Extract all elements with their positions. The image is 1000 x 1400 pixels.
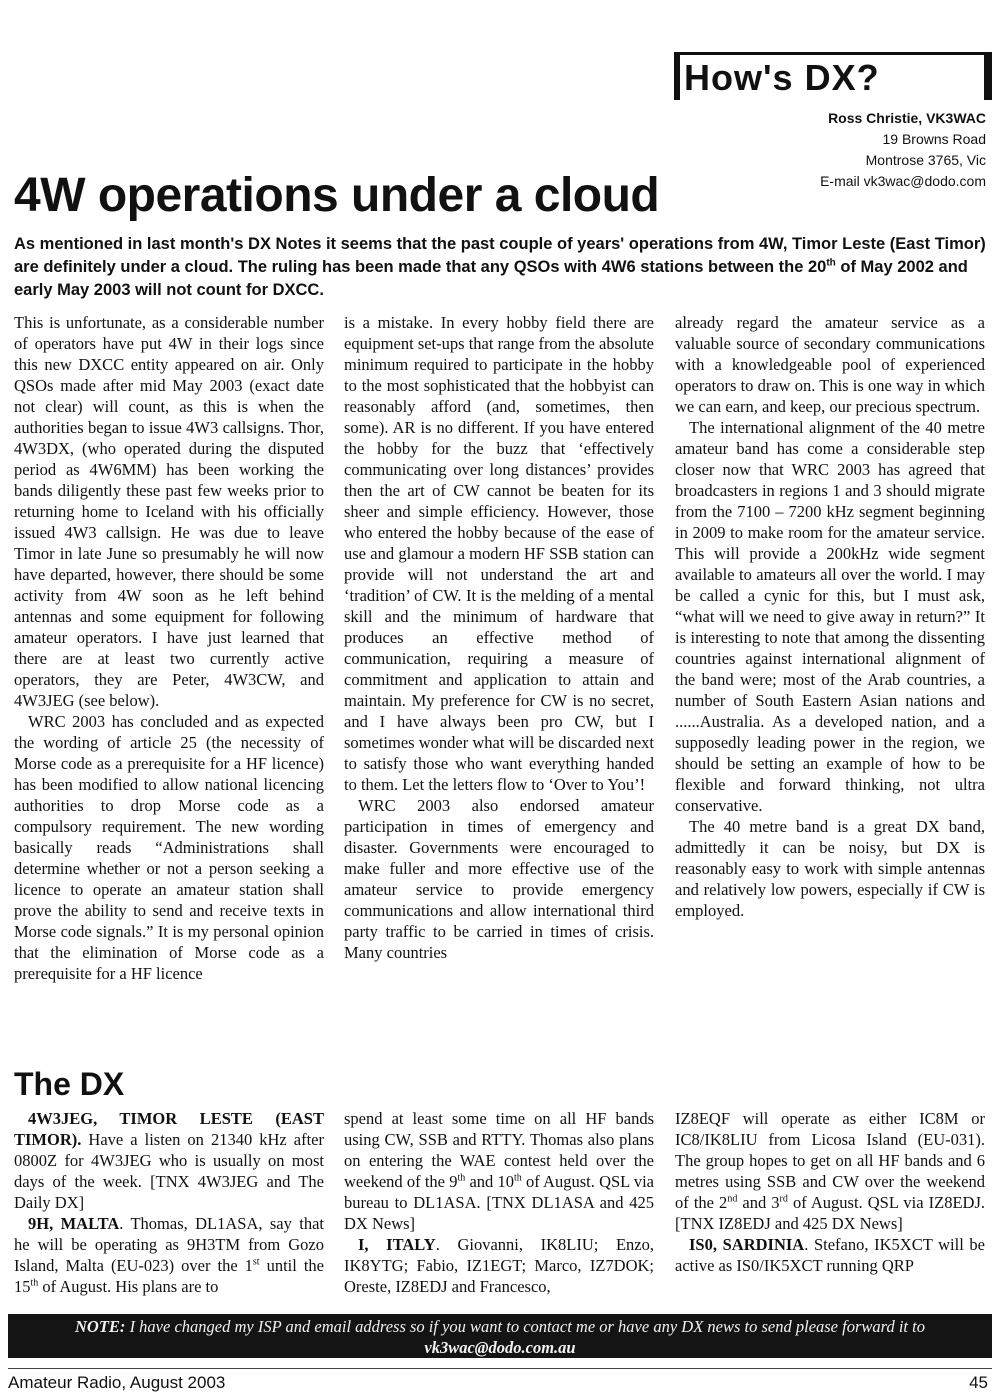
footer-publication: Amateur Radio, August 2003 — [8, 1373, 226, 1392]
footer-rule — [8, 1368, 992, 1369]
author-block — [820, 108, 986, 192]
paragraph: This is unfortunate, as a considerable number of operators have put 4W in their logs since this new DXCC entity appeared on air. Only QSOs made after mid May 2003 (exact date not clear) will count, as this is when the authorities began to issue 4W3 callsigns. Thor, 4W3DX, (who operated during the disputed period as 4W6MM) has been working the bands diligently these past few weeks prior to returning home to Iceland with his officially issued 4W3 callsign. He was due to leave Timor in late June so presumably he will now have departed, however, there should be some activity from 4W soon as he left behind antennas and some equipment for following amateur operators. I have just learned that there are at least two currently active operators, they are Peter, 4W3CW, and 4W3JEG (see below). — [14, 313, 324, 710]
superscript: th — [457, 1172, 466, 1184]
dx-entry-text: of August. QSL via bureau to DL1ASA. [TNX DL1ASA and 425 DX News] — [344, 1172, 654, 1233]
dx-entry-text: of August. His plans are to — [38, 1277, 219, 1296]
note-text: I have changed my ISP and email address so if you want to contact me or have any DX news to send please forward it to — [125, 1317, 925, 1336]
dx-entry-text: IZ8EQF will operate as either IC8M or IC8/IK8LIU from Licosa Island (EU-031). The group hopes to get on all HF bands and 6 metres using SSB and CW over the weekend of the 2 — [675, 1109, 985, 1212]
body-column-1 — [14, 312, 324, 984]
column-title: How's DX? — [680, 55, 984, 101]
author-email: E-mail vk3wac@dodo.com — [820, 173, 986, 189]
dx-entry — [344, 1234, 654, 1297]
dx-entry — [675, 1234, 985, 1276]
intro-superscript: th — [826, 257, 836, 269]
superscript: st — [252, 1256, 260, 1268]
note-email-link[interactable]: vk3wac@dodo.com.au — [424, 1338, 576, 1357]
article-intro — [14, 233, 986, 302]
dx-column-1 — [14, 1108, 324, 1297]
dx-entry-text: of August. QSL via IZ8EDJ. [TNX IZ8EDJ and 425 DX News] — [675, 1193, 985, 1233]
dx-entry-text: . Thomas, DL1ASA, say that he will be operating as 9H3TM from Gozo Island, Malta (EU-023) over the 1 — [14, 1214, 324, 1275]
section-heading-the-dx: The DX — [14, 1066, 125, 1102]
dx-column-2 — [344, 1108, 654, 1297]
dx-entry — [14, 1108, 324, 1213]
dx-entry-text: Have a listen on 21340 kHz after 0800Z for 4W3JEG who is usually on most days of the week. [TNX 4W3JEG and The Daily DX] — [14, 1130, 324, 1212]
dx-entry-text: until the 15 — [14, 1256, 324, 1296]
author-name: Ross Christie, VK3WAC — [828, 110, 986, 126]
article-headline: 4W operations under a cloud — [14, 169, 660, 222]
dx-entry-text: . Giovanni, IK8LIU; Enzo, IK8YTG; Fabio, IZ1EGT; Marco, IZ7DOK; Oreste, IZ8EDJ and Francesco, — [344, 1235, 654, 1296]
author-address-line2: Montrose 3765, Vic — [865, 152, 986, 168]
dx-entry-text: . Stefano, IK5XCT will be active as IS0/IK5XCT running QRP — [675, 1235, 985, 1275]
footer-page-number: 45 — [969, 1373, 988, 1392]
note-label: NOTE: — [75, 1317, 126, 1336]
intro-text: As mentioned in last month's DX Notes it seems that the past couple of years' operations from 4W, Timor Leste (East Timor) are definitely under a cloud. The ruling has been made that any QSOs with 4W6 stations between the 20 — [14, 235, 986, 276]
superscript: th — [30, 1277, 39, 1289]
paragraph: The international alignment of the 40 metre amateur band has come a considerable step closer now that WRC 2003 has agreed that broadcasters in regions 1 and 3 should migrate from the 7100 – 7200 kHz segment beginning in 2009 to make room for the amateur service. This will provide a 200kHz wide segment available to amateurs all over the world. I may be called a cynic for this, but I must ask, “what will we need to give away in return?” It is interesting to note that among the dissenting countries against international alignment of the band were; most of the Arab countries, a number of South Eastern Asian nations and ......Australia. As a developed nation, and a supposedly leading power in the region, we should be setting an example of how to be flexible and forward thinking, not ultra conservative. — [675, 418, 985, 815]
dx-entry-title: I, ITALY — [358, 1235, 436, 1254]
dx-entry — [675, 1108, 985, 1234]
dx-entry — [344, 1108, 654, 1234]
dx-entry-title: 9H, MALTA — [28, 1214, 120, 1233]
dx-entry-text: and 3 — [737, 1193, 780, 1212]
paragraph: already regard the amateur service as a valuable source of secondary communications with a knowledgeable pool of experienced operators to draw on. This is one way in which we can earn, and keep, our precious spectrum. — [675, 313, 985, 416]
body-column-3 — [675, 312, 985, 921]
dx-entry-title: 4W3JEG, TIMOR LESTE (EAST TIMOR). — [14, 1109, 324, 1149]
dx-entry — [14, 1213, 324, 1297]
superscript: rd — [779, 1193, 788, 1205]
dx-entry-text: and 10 — [465, 1172, 514, 1191]
intro-text-end: of May 2002 and early May 2003 will not count for DXCC. — [14, 258, 968, 299]
paragraph: is a mistake. In every hobby field there are equipment set-ups that range from the absolute minimum required to participate in the hobby to the most sophisticated that the hobbyist can reasonably afford (and, sometimes, then some). AR is no different. If you have entered the hobby for the buzz that ‘effectively communicating over long distances’ provides then the art of CW cannot be beaten for its sheer and simple efficiency. However, those who entered the hobby because of the ease of use and glamour a modern HF SSB station can provide will not understand the art and ‘tradition’ of CW. It is the melding of a mental skill and the minimum of hardware that produces an effective method of communication, requiring a measure of commitment and application to attain and maintain. My preference for CW is no secret, and I have always been pro CW, but I sometimes wonder what will be discarded next to satisfy those who want everything handed to them. Let the letters flow to ‘Over to You’! — [344, 313, 654, 794]
superscript: nd — [727, 1193, 738, 1205]
author-address-line1: 19 Browns Road — [882, 131, 986, 147]
note-banner — [8, 1314, 992, 1358]
body-column-2 — [344, 312, 654, 963]
dx-column-3 — [675, 1108, 985, 1276]
paragraph: The 40 metre band is a great DX band, admittedly it can be noisy, but DX is reasonably easy to work with simple antennas and relatively low powers, especially if CW is employed. — [675, 817, 985, 920]
dx-entry-text: spend at least some time on all HF bands using CW, SSB and RTTY. Thomas also plans on entering the WAE contest held over the weekend of the 9 — [344, 1109, 654, 1191]
paragraph: WRC 2003 also endorsed amateur participation in times of emergency and disaster. Governments were encouraged to make fuller and more effective use of the amateur service to provide emergency communications and allow international third party traffic to be carried in times of crisis. Many countries — [344, 796, 654, 962]
superscript: th — [514, 1172, 522, 1184]
paragraph: WRC 2003 has concluded and as expected the wording of article 25 (the necessity of Morse code as a prerequisite for a HF licence) has been modified to allow national licencing authorities to drop Morse code as a compulsory requirement. The new wording basically reads “Administrations shall determine whether or not a person seeking a licence to operate an amateur station shall prove the ability to send and receive texts in Morse code signals.” It is my personal opinion that the elimination of Morse code as a prerequisite for a HF licence — [14, 712, 324, 983]
dx-entry-title: IS0, SARDINIA — [689, 1235, 805, 1254]
